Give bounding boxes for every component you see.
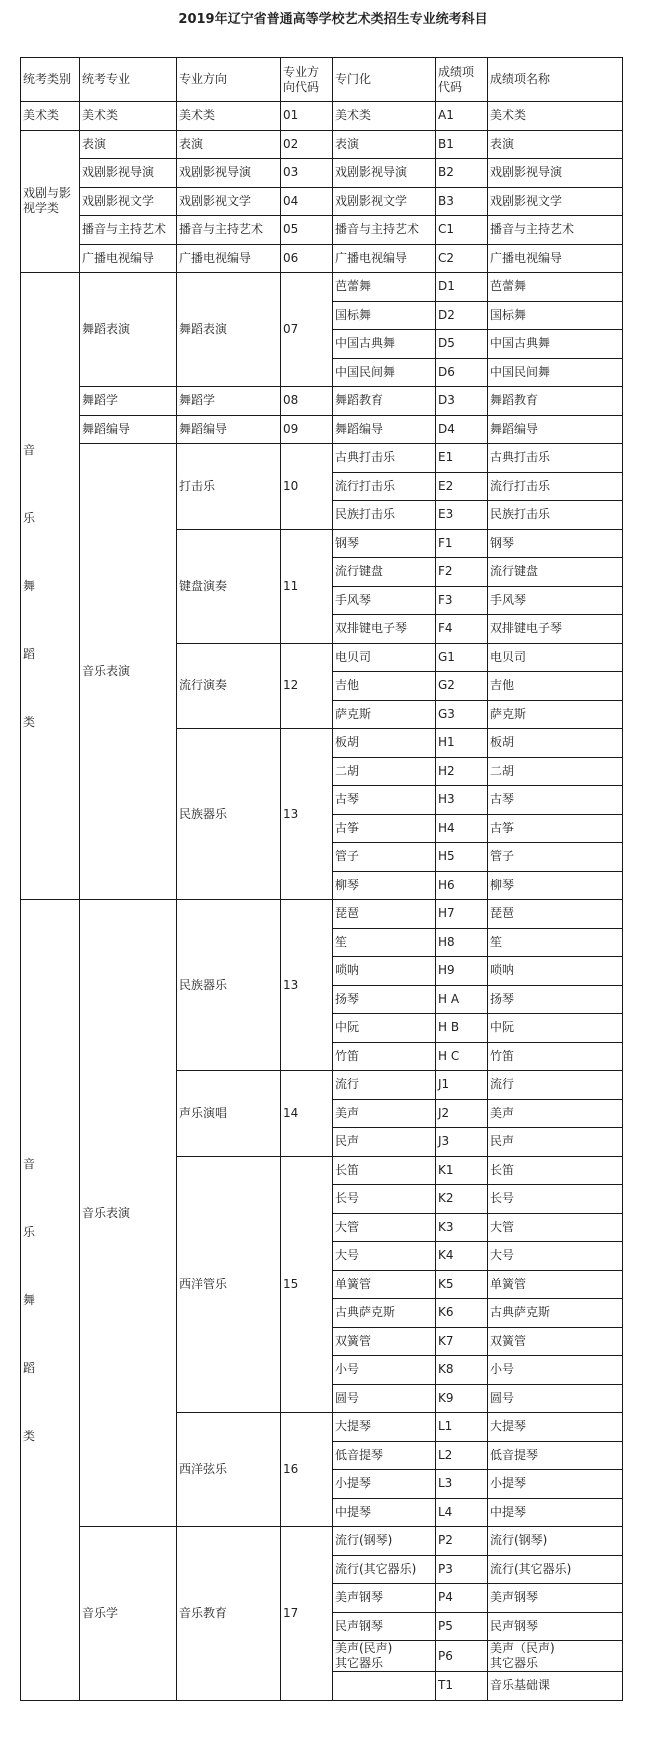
cell-specialization: 长笛: [333, 1156, 436, 1185]
cell-score-code: P4: [436, 1584, 488, 1613]
cell-score-name: 舞蹈教育: [488, 387, 623, 416]
cell-score-code: H2: [436, 757, 488, 786]
cell-specialization: 美声钢琴: [333, 1584, 436, 1613]
cell-score-code: H B: [436, 1014, 488, 1043]
cell-score-name: 流行(钢琴): [488, 1527, 623, 1556]
cell-direction: 舞蹈表演: [177, 273, 281, 387]
cell-specialization: 流行: [333, 1071, 436, 1100]
cell-score-name: 中国民间舞: [488, 358, 623, 387]
cell-score-code: T1: [436, 1672, 488, 1701]
category-char: 舞: [23, 579, 36, 593]
cell-direction-code: 15: [281, 1156, 333, 1413]
cell-score-name: 中阮: [488, 1014, 623, 1043]
cell-specialization: 戏剧影视文学: [333, 187, 436, 216]
cell-score-name: 播音与主持艺术: [488, 216, 623, 245]
cell-score-name: 古典萨克斯: [488, 1299, 623, 1328]
cell-direction-code: 09: [281, 415, 333, 444]
cell-score-code: E2: [436, 472, 488, 501]
specialization-line: 美声(民声): [335, 1641, 393, 1655]
table-row: [21, 244, 623, 273]
table-row: [21, 444, 623, 473]
header-cell: 成绩项名称: [488, 58, 623, 102]
cell-specialization: 流行(钢琴): [333, 1527, 436, 1556]
cell-direction: 表演: [177, 130, 281, 159]
cell-score-name: 长笛: [488, 1156, 623, 1185]
category-char: 音: [23, 1156, 36, 1171]
cell-specialization: 板胡: [333, 729, 436, 758]
cell-major: 表演: [80, 130, 177, 159]
category-char: 类: [23, 715, 36, 729]
header-cell: 成绩项代码: [436, 58, 488, 102]
cell-score-name: 戏剧影视文学: [488, 187, 623, 216]
cell-score-name: 流行(其它器乐): [488, 1555, 623, 1584]
cell-specialization: 戏剧影视导演: [333, 159, 436, 188]
cell-major: 美术类: [80, 102, 177, 131]
cell-specialization: 二胡: [333, 757, 436, 786]
cell-category: 戏剧与影视学类: [21, 130, 80, 273]
cell-score-code: B3: [436, 187, 488, 216]
cell-specialization: 琵琶: [333, 900, 436, 929]
cell-direction-code: 17: [281, 1527, 333, 1701]
cell-direction: 美术类: [177, 102, 281, 131]
cell-specialization: 古典打击乐: [333, 444, 436, 473]
cell-score-name: 笙: [488, 928, 623, 957]
cell-score-name: 手风琴: [488, 586, 623, 615]
cell-score-code: F1: [436, 529, 488, 558]
table-row: [21, 387, 623, 416]
cell-score-name: 表演: [488, 130, 623, 159]
cell-score-code: F4: [436, 615, 488, 644]
cell-direction-code: 11: [281, 529, 333, 643]
cell-score-name: 大管: [488, 1213, 623, 1242]
cell-score-name: 美声: [488, 1099, 623, 1128]
cell-score-code: K8: [436, 1356, 488, 1385]
cell-direction: 播音与主持艺术: [177, 216, 281, 245]
cell-specialization: 芭蕾舞: [333, 273, 436, 302]
cell-score-code: F3: [436, 586, 488, 615]
cell-specialization: 古琴: [333, 786, 436, 815]
cell-score-code: K6: [436, 1299, 488, 1328]
cell-score-code: D1: [436, 273, 488, 302]
cell-direction-code: 14: [281, 1071, 333, 1157]
cell-specialization: 吉他: [333, 672, 436, 701]
cell-specialization: 唢呐: [333, 957, 436, 986]
category-char: 类: [23, 1428, 36, 1443]
cell-specialization: 民族打击乐: [333, 501, 436, 530]
header-cell: 专业方向: [177, 58, 281, 102]
cell-score-code: L4: [436, 1498, 488, 1527]
cell-score-name: 广播电视编导: [488, 244, 623, 273]
cell-score-name: 美术类: [488, 102, 623, 131]
cell-score-name: 单簧管: [488, 1270, 623, 1299]
cell-specialization: 双排键电子琴: [333, 615, 436, 644]
cell-category: [21, 273, 80, 900]
cell-specialization: 古典萨克斯: [333, 1299, 436, 1328]
cell-major: 戏剧影视导演: [80, 159, 177, 188]
category-char: 音: [23, 443, 36, 457]
cell-specialization: 中提琴: [333, 1498, 436, 1527]
cell-major: 音乐学: [80, 1527, 177, 1701]
cell-score-code: H5: [436, 843, 488, 872]
cell-major: 音乐表演: [80, 900, 177, 1527]
table-row: [21, 102, 623, 131]
cell-score-code: K7: [436, 1327, 488, 1356]
cell-score-code: P5: [436, 1612, 488, 1641]
cell-major: 播音与主持艺术: [80, 216, 177, 245]
cell-score-name: 扬琴: [488, 985, 623, 1014]
cell-score-code: E1: [436, 444, 488, 473]
cell-score-name: 流行: [488, 1071, 623, 1100]
cell-score-code: D3: [436, 387, 488, 416]
cell-specialization: 民声钢琴: [333, 1612, 436, 1641]
cell-specialization: 舞蹈教育: [333, 387, 436, 416]
cell-score-name: 板胡: [488, 729, 623, 758]
cell-score-name: 小提琴: [488, 1470, 623, 1499]
cell-score-code: J1: [436, 1071, 488, 1100]
cell-score-name: 中提琴: [488, 1498, 623, 1527]
cell-score-code: D4: [436, 415, 488, 444]
specialization-line: 其它器乐: [335, 1656, 384, 1670]
cell-score-name: 芭蕾舞: [488, 273, 623, 302]
table-row: [21, 187, 623, 216]
cell-direction: 戏剧影视文学: [177, 187, 281, 216]
cell-specialization: 笙: [333, 928, 436, 957]
cell-score-name: 双簧管: [488, 1327, 623, 1356]
cell-specialization: [333, 1672, 436, 1701]
cell-specialization: 中国古典舞: [333, 330, 436, 359]
cell-score-code: A1: [436, 102, 488, 131]
cell-score-name: 小号: [488, 1356, 623, 1385]
cell-score-code: D5: [436, 330, 488, 359]
cell-specialization: 广播电视编导: [333, 244, 436, 273]
cell-direction-code: 04: [281, 187, 333, 216]
cell-specialization: 大提琴: [333, 1413, 436, 1442]
cell-specialization: 流行(其它器乐): [333, 1555, 436, 1584]
cell-score-name: 古琴: [488, 786, 623, 815]
score-name-line: 美声（民声): [490, 1641, 555, 1655]
cell-score-name: 管子: [488, 843, 623, 872]
cell-score-name: 钢琴: [488, 529, 623, 558]
cell-specialization: 小提琴: [333, 1470, 436, 1499]
cell-score-code: C2: [436, 244, 488, 273]
cell-direction: 声乐演唱: [177, 1071, 281, 1157]
cell-specialization: 美术类: [333, 102, 436, 131]
cell-specialization: 民声: [333, 1128, 436, 1157]
cell-score-name: 中国古典舞: [488, 330, 623, 359]
cell-score-code: H4: [436, 814, 488, 843]
cell-direction-code: 03: [281, 159, 333, 188]
cell-score-code: K2: [436, 1185, 488, 1214]
cell-score-name: 民声钢琴: [488, 1612, 623, 1641]
cell-direction-code: 13: [281, 900, 333, 1071]
cell-direction: 键盘演奏: [177, 529, 281, 643]
cell-score-code: H7: [436, 900, 488, 929]
cell-score-name: 低音提琴: [488, 1441, 623, 1470]
cell-score-name: 二胡: [488, 757, 623, 786]
cell-specialization: 单簧管: [333, 1270, 436, 1299]
cell-direction: 民族器乐: [177, 729, 281, 900]
cell-score-code: H3: [436, 786, 488, 815]
cell-category: [21, 900, 80, 1701]
header-row: [21, 58, 623, 102]
cell-direction-code: 01: [281, 102, 333, 131]
cell-specialization: 播音与主持艺术: [333, 216, 436, 245]
category-char: 乐: [23, 1224, 36, 1239]
cell-direction: 民族器乐: [177, 900, 281, 1071]
cell-score-name: 流行键盘: [488, 558, 623, 587]
header-cell: 统考专业: [80, 58, 177, 102]
cell-score-name: 流行打击乐: [488, 472, 623, 501]
category-char: 蹈: [23, 1360, 36, 1375]
cell-score-name: 圆号: [488, 1384, 623, 1413]
cell-direction-code: 07: [281, 273, 333, 387]
cell-score-name: 长号: [488, 1185, 623, 1214]
cell-direction: 打击乐: [177, 444, 281, 530]
cell-specialization: 钢琴: [333, 529, 436, 558]
cell-specialization: 大号: [333, 1242, 436, 1271]
cell-score-name: 美声钢琴: [488, 1584, 623, 1613]
cell-score-code: E3: [436, 501, 488, 530]
cell-specialization: 中国民间舞: [333, 358, 436, 387]
cell-score-name: 柳琴: [488, 871, 623, 900]
cell-major: 广播电视编导: [80, 244, 177, 273]
cell-score-code: P6: [436, 1641, 488, 1672]
cell-direction-code: 06: [281, 244, 333, 273]
exam-subjects-table: [20, 57, 623, 1701]
cell-direction-code: 12: [281, 643, 333, 729]
cell-score-name: [488, 1641, 623, 1672]
cell-specialization: 中阮: [333, 1014, 436, 1043]
cell-score-name: 双排键电子琴: [488, 615, 623, 644]
cell-major: 音乐表演: [80, 444, 177, 900]
cell-direction: 舞蹈学: [177, 387, 281, 416]
cell-major: 舞蹈学: [80, 387, 177, 416]
cell-score-code: K9: [436, 1384, 488, 1413]
cell-score-name: 琵琶: [488, 900, 623, 929]
cell-score-name: 民声: [488, 1128, 623, 1157]
cell-specialization: 圆号: [333, 1384, 436, 1413]
cell-specialization: 舞蹈编导: [333, 415, 436, 444]
table-row: [21, 216, 623, 245]
category-char: 乐: [23, 511, 36, 525]
cell-direction-code: 05: [281, 216, 333, 245]
cell-direction: 西洋管乐: [177, 1156, 281, 1413]
table-row: [21, 900, 623, 929]
cell-score-code: F2: [436, 558, 488, 587]
cell-direction: 音乐教育: [177, 1527, 281, 1701]
table-row: [21, 159, 623, 188]
page-title: 2019年辽宁省普通高等学校艺术类招生专业统考科目: [178, 12, 488, 27]
cell-specialization: 国标舞: [333, 301, 436, 330]
cell-score-code: D2: [436, 301, 488, 330]
cell-score-code: L2: [436, 1441, 488, 1470]
cell-score-code: L3: [436, 1470, 488, 1499]
cell-specialization: 流行键盘: [333, 558, 436, 587]
cell-score-name: 萨克斯: [488, 700, 623, 729]
cell-score-code: P3: [436, 1555, 488, 1584]
cell-score-code: J3: [436, 1128, 488, 1157]
header-cell: 专门化: [333, 58, 436, 102]
cell-score-code: D6: [436, 358, 488, 387]
table-row: [21, 273, 623, 302]
cell-score-code: K4: [436, 1242, 488, 1271]
cell-specialization: 管子: [333, 843, 436, 872]
cell-score-code: G2: [436, 672, 488, 701]
table-row: [21, 130, 623, 159]
cell-category: 美术类: [21, 102, 80, 131]
cell-direction-code: 13: [281, 729, 333, 900]
cell-score-name: 国标舞: [488, 301, 623, 330]
cell-score-name: 戏剧影视导演: [488, 159, 623, 188]
cell-score-code: H9: [436, 957, 488, 986]
cell-score-code: H A: [436, 985, 488, 1014]
cell-score-name: 音乐基础课: [488, 1672, 623, 1701]
cell-major: 戏剧影视文学: [80, 187, 177, 216]
cell-score-code: G3: [436, 700, 488, 729]
cell-direction: 西洋弦乐: [177, 1413, 281, 1527]
cell-specialization: 小号: [333, 1356, 436, 1385]
cell-score-code: H C: [436, 1042, 488, 1071]
cell-score-code: H6: [436, 871, 488, 900]
cell-major: 舞蹈编导: [80, 415, 177, 444]
cell-score-code: K3: [436, 1213, 488, 1242]
header-cell: 专业方向代码: [281, 58, 333, 102]
category-char: 蹈: [23, 647, 36, 661]
cell-specialization: 双簧管: [333, 1327, 436, 1356]
cell-specialization: 手风琴: [333, 586, 436, 615]
cell-specialization: [333, 1641, 436, 1672]
cell-score-code: K1: [436, 1156, 488, 1185]
cell-score-name: 古筝: [488, 814, 623, 843]
cell-direction-code: 08: [281, 387, 333, 416]
cell-score-code: B2: [436, 159, 488, 188]
table-row: [21, 415, 623, 444]
cell-score-code: J2: [436, 1099, 488, 1128]
cell-specialization: 美声: [333, 1099, 436, 1128]
category-char: 舞: [23, 1292, 36, 1307]
cell-score-name: 电贝司: [488, 643, 623, 672]
cell-specialization: 古筝: [333, 814, 436, 843]
score-name-line: 其它器乐: [490, 1656, 539, 1670]
cell-score-name: 竹笛: [488, 1042, 623, 1071]
cell-direction: 舞蹈编导: [177, 415, 281, 444]
cell-specialization: 表演: [333, 130, 436, 159]
cell-direction: 广播电视编导: [177, 244, 281, 273]
cell-score-code: L1: [436, 1413, 488, 1442]
cell-score-name: 古典打击乐: [488, 444, 623, 473]
cell-specialization: 电贝司: [333, 643, 436, 672]
cell-score-code: H8: [436, 928, 488, 957]
cell-score-name: 大号: [488, 1242, 623, 1271]
cell-specialization: 扬琴: [333, 985, 436, 1014]
cell-direction-code: 10: [281, 444, 333, 530]
cell-score-name: 吉他: [488, 672, 623, 701]
cell-major: 舞蹈表演: [80, 273, 177, 387]
table-row: [21, 1527, 623, 1556]
cell-score-name: 唢呐: [488, 957, 623, 986]
cell-direction: 流行演奏: [177, 643, 281, 729]
cell-specialization: 长号: [333, 1185, 436, 1214]
cell-score-name: 民族打击乐: [488, 501, 623, 530]
cell-direction: 戏剧影视导演: [177, 159, 281, 188]
cell-specialization: 竹笛: [333, 1042, 436, 1071]
cell-score-code: C1: [436, 216, 488, 245]
cell-specialization: 大管: [333, 1213, 436, 1242]
cell-specialization: 低音提琴: [333, 1441, 436, 1470]
cell-direction-code: 16: [281, 1413, 333, 1527]
cell-score-code: K5: [436, 1270, 488, 1299]
cell-score-name: 大提琴: [488, 1413, 623, 1442]
cell-specialization: 萨克斯: [333, 700, 436, 729]
cell-score-code: P2: [436, 1527, 488, 1556]
cell-specialization: 柳琴: [333, 871, 436, 900]
cell-score-code: G1: [436, 643, 488, 672]
cell-specialization: 流行打击乐: [333, 472, 436, 501]
cell-score-code: H1: [436, 729, 488, 758]
cell-score-name: 舞蹈编导: [488, 415, 623, 444]
cell-score-code: B1: [436, 130, 488, 159]
header-cell: 统考类别: [21, 58, 80, 102]
cell-direction-code: 02: [281, 130, 333, 159]
